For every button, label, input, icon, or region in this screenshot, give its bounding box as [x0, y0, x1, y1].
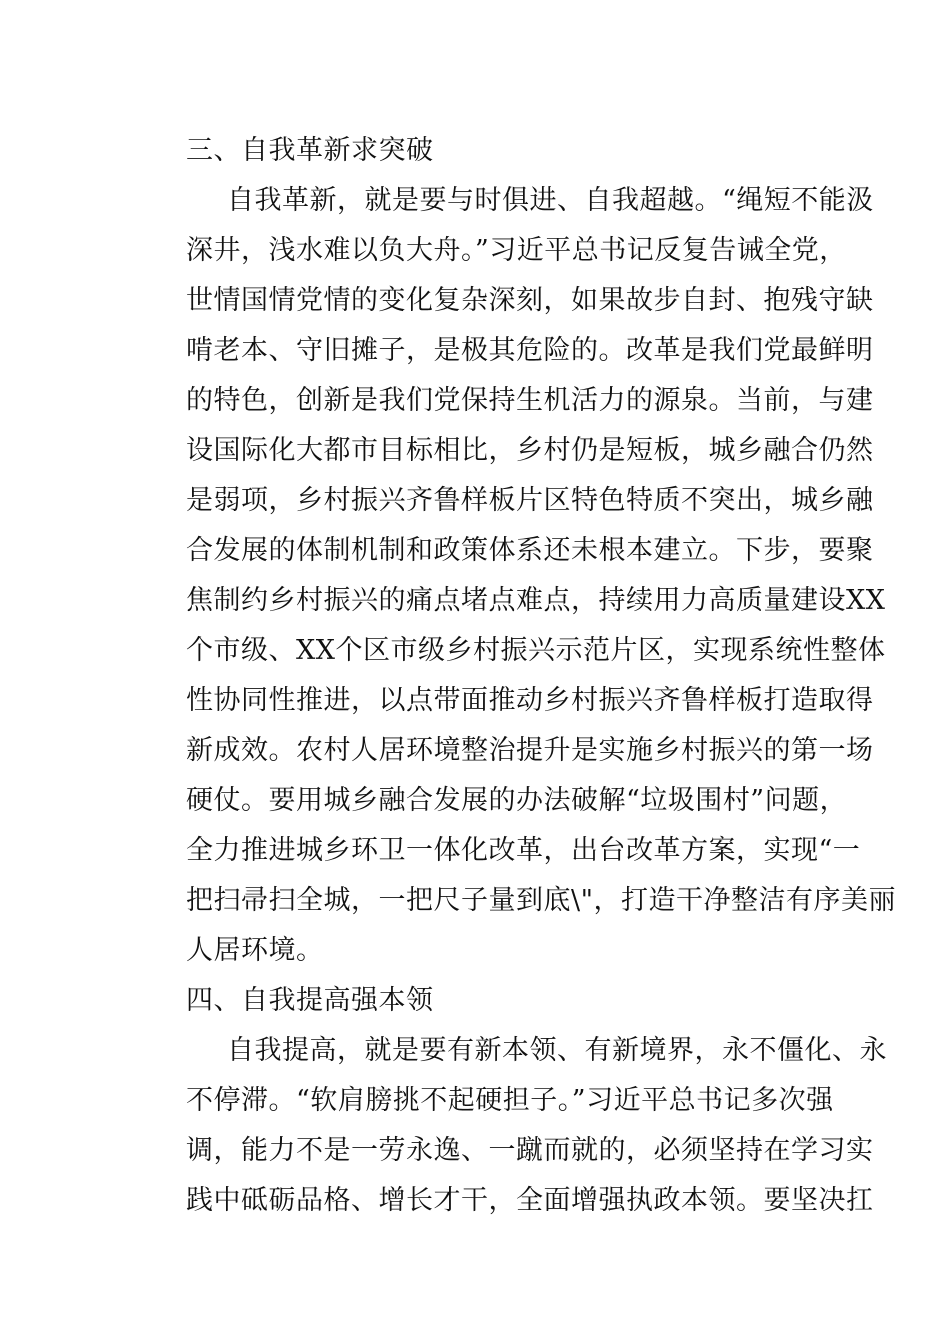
text-line: 合发展的体制机制和政策体系还未根本建立。下步，要聚 — [186, 535, 874, 566]
text-line: 是弱项，乡村振兴齐鲁样板片区特色特质不突出，城乡融 — [186, 485, 874, 516]
text-line: 全力推进城乡环卫一体化改革，出台改革方案，实现“一 — [186, 835, 861, 866]
document-body — [145, 126, 897, 1226]
text-line: 新成效。农村人居环境整治提升是实施乡村振兴的第一场 — [186, 735, 874, 766]
text-line: 世情国情党情的变化复杂深刻，如果故步自封、抱残守缺 — [186, 285, 874, 316]
text-line: 不停滞。“软肩膀挑不起硬担子。”习近平总书记多次强 — [186, 1085, 834, 1116]
section-paragraph-4 — [145, 1026, 887, 1226]
text-line: 深井，浅水难以负大舟。”习近平总书记反复告诫全党， — [186, 235, 847, 266]
text-line: 自我革新，就是要与时俱进、自我超越。“绳短不能汲 — [227, 185, 874, 216]
text-line: 的特色，创新是我们党保持生机活力的源泉。当前，与建 — [186, 385, 874, 416]
text-line: 个市级、XX个区市级乡村振兴示范片区，实现系统性整体 — [186, 635, 886, 666]
text-line: 硬仗。要用城乡融合发展的办法破解“垃圾围村”问题， — [186, 785, 848, 816]
text-line: 践中砥砺品格、增长才干，全面增强执政本领。要坚决扛 — [186, 1185, 874, 1216]
text-line: 调，能力不是一劳永逸、一蹴而就的，必须坚持在学习实 — [186, 1135, 874, 1166]
text-line: 焦制约乡村振兴的痛点堵点难点，持续用力高质量建设XX — [186, 585, 886, 616]
text-line: 性协同性推进，以点带面推动乡村振兴齐鲁样板打造取得 — [186, 685, 874, 716]
text-line: 人居环境。 — [186, 935, 324, 966]
text-line: 把扫帚扫全城，一把尺子量到底\"，打造干净整洁有序美丽 — [186, 885, 897, 916]
section-heading-3: 三、自我革新求突破 — [186, 135, 434, 166]
text-line: 啃老本、守旧摊子，是极其危险的。改革是我们党最鲜明 — [186, 335, 874, 366]
text-line: 自我提高，就是要有新本领、有新境界，永不僵化、永 — [227, 1035, 887, 1066]
section-heading-4: 四、自我提高强本领 — [186, 985, 434, 1016]
section-paragraph-3 — [145, 176, 897, 976]
text-line: 设国际化大都市目标相比，乡村仍是短板，城乡融合仍然 — [186, 435, 874, 466]
